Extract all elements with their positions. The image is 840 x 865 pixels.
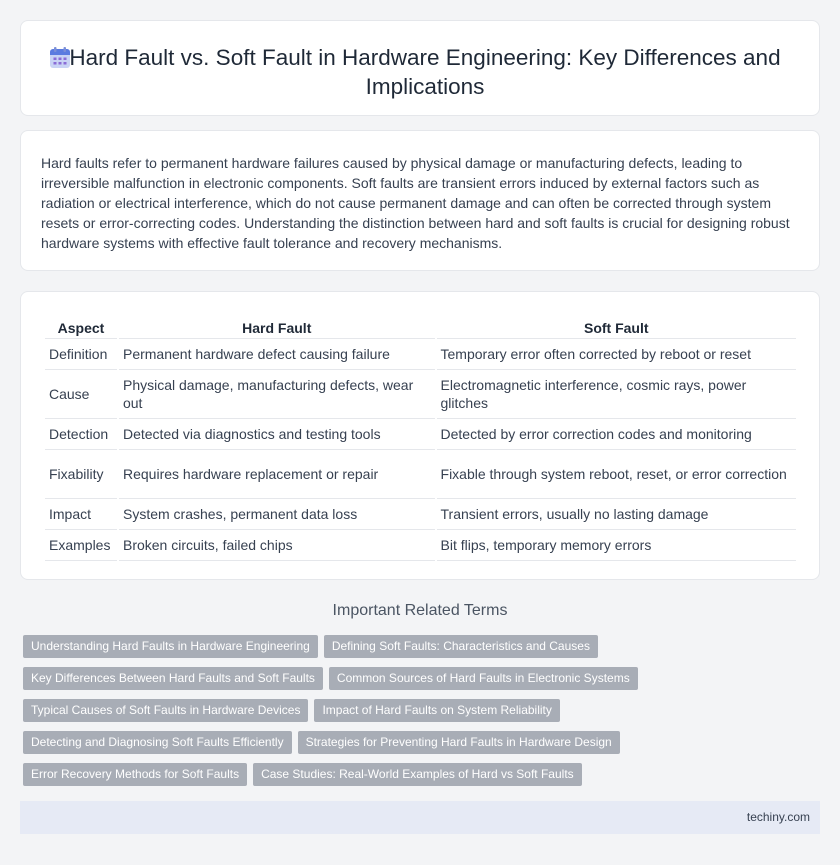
- related-term-tag[interactable]: Detecting and Diagnosing Soft Faults Efficiently: [23, 731, 292, 754]
- intro-card: [20, 130, 820, 271]
- table-row: [45, 450, 796, 499]
- tag-row: [23, 731, 823, 754]
- comparison-card: [20, 291, 820, 580]
- cell-aspect: Cause: [45, 370, 117, 419]
- related-term-tag[interactable]: Typical Causes of Soft Faults in Hardware Devices: [23, 699, 308, 722]
- cell-hard: Detected via diagnostics and testing tools: [119, 419, 435, 450]
- cell-hard: Permanent hardware defect causing failure: [119, 339, 435, 370]
- tag-row: [23, 699, 823, 722]
- cell-aspect: Fixability: [45, 450, 117, 499]
- footer-site-link[interactable]: techiny.com: [746, 810, 810, 824]
- related-term-tag[interactable]: Impact of Hard Faults on System Reliability: [314, 699, 559, 722]
- related-terms-list: [23, 635, 823, 795]
- related-terms-title: Important Related Terms: [332, 602, 508, 619]
- header-card: [20, 20, 820, 116]
- table-header-row: [45, 314, 796, 339]
- cell-aspect: Definition: [45, 339, 117, 370]
- related-term-tag[interactable]: Common Sources of Hard Faults in Electronic Systems: [329, 667, 638, 690]
- related-term-tag[interactable]: Key Differences Between Hard Faults and Soft Faults: [23, 667, 323, 690]
- related-term-tag[interactable]: Case Studies: Real-World Examples of Hard vs Soft Faults: [253, 763, 582, 786]
- cell-soft: Detected by error correction codes and monitoring: [437, 419, 796, 450]
- cell-hard: Requires hardware replacement or repair: [119, 450, 435, 499]
- cell-soft: Fixable through system reboot, reset, or error correction: [437, 450, 796, 499]
- cell-aspect: Impact: [45, 499, 117, 530]
- page-title: Hard Fault vs. Soft Fault in Hardware Engineering: Key Differences and Implications: [69, 45, 781, 99]
- cell-soft: Transient errors, usually no lasting damage: [437, 499, 796, 530]
- cell-soft: Temporary error often corrected by reboot or reset: [437, 339, 796, 370]
- cell-soft: Bit flips, temporary memory errors: [437, 530, 796, 561]
- related-term-tag[interactable]: Understanding Hard Faults in Hardware Engineering: [23, 635, 318, 658]
- tag-row: [23, 763, 823, 786]
- header-hard-fault: Hard Fault: [119, 314, 435, 339]
- tag-row: [23, 667, 823, 690]
- cell-aspect: Examples: [45, 530, 117, 561]
- tag-row: [23, 635, 823, 658]
- cell-soft: Electromagnetic interference, cosmic rays, power glitches: [437, 370, 796, 419]
- table-row: [45, 530, 796, 561]
- header-soft-fault: Soft Fault: [437, 314, 796, 339]
- header-aspect: Aspect: [45, 314, 117, 339]
- table-row: [45, 499, 796, 530]
- table-row: [45, 419, 796, 450]
- related-term-tag[interactable]: Strategies for Preventing Hard Faults in Hardware Design: [298, 731, 620, 754]
- cell-hard: Broken circuits, failed chips: [119, 530, 435, 561]
- related-term-tag[interactable]: Error Recovery Methods for Soft Faults: [23, 763, 247, 786]
- footer-bar: [20, 801, 820, 834]
- table-row: [45, 370, 796, 419]
- cell-aspect: Detection: [45, 419, 117, 450]
- related-term-tag[interactable]: Defining Soft Faults: Characteristics and Causes: [324, 635, 598, 658]
- intro-paragraph: Hard faults refer to permanent hardware failures caused by physical damage or manufacturing defects, leading to irreversible malfunction in electronic components. Soft faults are transient errors induced by external factors such as radiation or electrical interference, which do not cause permanent damage and can often be corrected through system resets or error-correcting codes. Understanding the distinction between hard and soft faults is crucial for designing robust hardware systems with effective fault tolerance and recovery mechanisms.: [41, 155, 790, 251]
- cell-hard: Physical damage, manufacturing defects, wear out: [119, 370, 435, 419]
- cell-hard: System crashes, permanent data loss: [119, 499, 435, 530]
- comparison-table: [43, 314, 798, 561]
- table-row: [45, 339, 796, 370]
